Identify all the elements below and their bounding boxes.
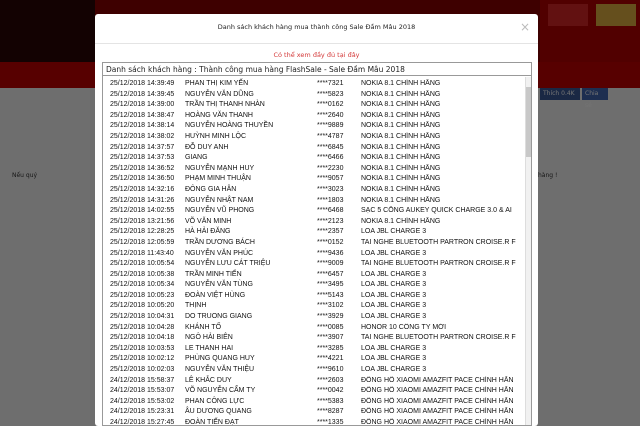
customer-name: NGUYỄN VĂN THIỆU [185,366,255,374]
customer-phone: ****9610 [317,366,344,374]
table-row [103,111,525,122]
customer-phone: ****2230 [317,164,344,172]
customer-phone: ****3929 [317,313,344,321]
customer-phone: ****2640 [317,111,344,119]
customer-name: DO TRUONG GIANG [185,313,253,321]
product-name: LOA JBL CHARGE 3 [361,270,427,278]
customer-phone: ****0042 [317,387,344,395]
customer-name: VÕ NGUYỄN CẨM TY [185,387,256,395]
customer-name: VÕ VĂN MINH [185,217,232,225]
product-name: ĐỒNG HỒ XIAOMI AMAZFIT PACE CHÍNH HÃN [361,397,514,405]
table-row [103,407,525,418]
customer-name: TRẦN THỊ THANH NHÀN [185,101,265,109]
customer-phone: ****0162 [317,101,344,109]
purchase-time: 25/12/2018 10:05:34 [110,281,175,289]
customer-phone: ****9057 [317,175,344,183]
customer-phone: ****0085 [317,323,344,331]
customer-name: TRẦN DƯƠNG BÁCH [185,238,255,246]
purchase-time: 25/12/2018 14:39:49 [110,80,175,87]
customer-name: NGÔ HẢI BIÊN [185,334,233,342]
table-row [103,280,525,291]
table-row [103,100,525,111]
purchase-time: 25/12/2018 14:37:53 [110,154,175,162]
view-full-link[interactable]: Có thể xem đầy đủ tại đây [273,51,360,59]
customer-phone: ****5143 [317,291,344,299]
customer-phone: ****5383 [317,397,344,405]
product-name: LOA JBL CHARGE 3 [361,355,427,363]
product-name: NOKIA 8.1 CHÍNH HÃNG [361,196,441,204]
table-row [103,90,525,101]
product-name: TAI NGHE BLUETOOTH PARTRON CROISE.R F [361,334,516,342]
table-row [103,174,525,185]
customer-name: NGUYỄN VĂN DŨNG [185,90,254,98]
product-name: NOKIA 8.1 CHÍNH HÃNG [361,185,441,193]
customer-name: ĐỖ DUY ANH [185,143,229,151]
purchase-time: 25/12/2018 12:05:59 [110,238,175,246]
table-row [103,333,525,344]
modal-title: Danh sách khách hàng mua thành công Sale Đầm Mâu 2018 [217,23,416,31]
purchase-time: 25/12/2018 14:39:45 [110,90,175,98]
customer-name: TRẦN MINH TIẾN [185,270,242,278]
product-name: TAI NGHE BLUETOOTH PARTRON CROISE.R F [361,260,516,268]
customer-phone: ****2123 [317,217,344,225]
table-row [103,227,525,238]
product-name: NOKIA 8.1 CHÍNH HÃNG [361,154,441,162]
product-name: NOKIA 8.1 CHÍNH HÃNG [361,90,441,98]
purchase-time: 25/12/2018 10:02:03 [110,366,175,374]
customer-phone: ****9889 [317,122,344,130]
purchase-time: 25/12/2018 10:05:38 [110,270,175,278]
customer-phone: ****6466 [317,154,344,162]
product-name: TAI NGHE BLUETOOTH PARTRON CROISE.R F [361,238,516,246]
customer-name: NGUYỄN NHẬT NAM [185,196,254,204]
table-row [103,270,525,281]
purchase-time: 25/12/2018 14:39:00 [110,101,175,109]
customer-phone: ****4787 [317,132,344,140]
product-name: ĐỒNG HỒ XIAOMI AMAZFIT PACE CHÍNH HÃN [361,387,514,395]
customer-name: NGUYỄN VĂN TÙNG [185,281,253,289]
customer-name: LÊ KHẮC DUY [185,376,232,384]
customer-name: KHÁNH TỐ [185,323,222,331]
purchase-time: 24/12/2018 15:27:45 [110,419,175,426]
purchase-time: 25/12/2018 14:36:50 [110,175,175,183]
table-row [103,323,525,334]
table-row [103,143,525,154]
purchase-time: 25/12/2018 10:05:23 [110,291,175,299]
customer-phone: ****2603 [317,376,344,384]
purchase-time: 24/12/2018 15:53:07 [110,387,175,395]
customer-phone: ****0152 [317,238,344,246]
table-row [103,238,525,249]
customer-name: PHAN THỊ KIM YẾN [185,80,249,87]
product-name: NOKIA 8.1 CHÍNH HÃNG [361,143,441,151]
table-row [103,121,525,132]
customer-name: ĐOÀN VIỆT HÙNG [185,291,246,299]
product-name: NOKIA 8.1 CHÍNH HÃNG [361,80,441,87]
product-name: LOA JBL CHARGE 3 [361,291,427,299]
table-row [103,344,525,355]
customer-phone: ****7321 [317,80,344,87]
customer-phone: ****1335 [317,419,344,426]
product-name: LOA JBL CHARGE 3 [361,366,427,374]
customer-name: PHÙNG QUANG HUY [185,355,255,363]
customer-name: PHẠM MINH THUẬN [185,175,251,183]
product-name: NOKIA 8.1 CHÍNH HÃNG [361,111,441,119]
product-name: LOA JBL CHARGE 3 [361,313,427,321]
customer-name: GIANG [185,154,208,162]
customer-name: THỊNH [185,302,207,310]
table-row [103,365,525,376]
purchase-time: 25/12/2018 14:02:55 [110,207,175,215]
customer-phone: ****1803 [317,196,344,204]
customer-phone: ****3907 [317,334,344,342]
table-row [103,301,525,312]
customer-phone: ****4221 [317,355,344,363]
product-name: NOKIA 8.1 CHÍNH HÃNG [361,175,441,183]
table-row [103,397,525,408]
customer-phone: ****6468 [317,207,344,215]
purchase-time: 25/12/2018 14:31:26 [110,196,175,204]
customer-phone: ****8287 [317,408,344,416]
customer-name: ĐOÀN TIẾN ĐẠT [185,419,239,426]
table-row [103,185,525,196]
scrollbar-thumb[interactable] [526,87,531,157]
purchase-time: 24/12/2018 15:23:31 [110,408,175,416]
table-row [103,79,525,90]
product-name: LOA JBL CHARGE 3 [361,344,427,352]
purchase-time: 25/12/2018 10:04:18 [110,334,175,342]
table-row [103,217,525,228]
purchase-time: 24/12/2018 15:58:37 [110,376,175,384]
table-row [103,386,525,397]
customer-name: NGUYỄN VŨ PHONG [185,207,255,215]
customer-name: NGUYỄN HOÀNG THUYỀN [185,122,274,130]
purchase-time: 25/12/2018 14:32:16 [110,185,175,193]
product-name: NOKIA 8.1 CHÍNH HÃNG [361,122,441,130]
purchase-time: 25/12/2018 10:02:12 [110,355,175,363]
table-row [103,418,525,426]
customer-phone: ****6845 [317,143,344,151]
customer-rows [103,79,525,426]
purchase-time: 25/12/2018 10:04:31 [110,313,175,321]
customer-phone: ****5823 [317,90,344,98]
purchase-time: 25/12/2018 10:04:28 [110,323,175,331]
customer-name: NGUYỄN VĂN PHÚC [185,249,254,257]
product-name: ĐỒNG HỒ XIAOMI AMAZFIT PACE CHÍNH HÃN [361,408,514,416]
customer-name: HUỲNH MINH LỘC [185,132,247,140]
purchase-time: 25/12/2018 11:43:40 [110,249,174,257]
product-name: NOKIA 8.1 CHÍNH HÃNG [361,217,441,225]
customer-phone: ****2357 [317,228,344,236]
customer-phone: ****6457 [317,270,344,278]
customer-name: NGUYỄN MẠNH HUY [185,164,255,172]
list-caption: Danh sách khách hàng : Thành công mua hàng FlashSale - Sale Đầm Mâu 2018 [103,63,531,76]
purchase-time: 25/12/2018 14:38:14 [110,122,175,130]
customer-list[interactable] [102,62,532,426]
table-row [103,196,525,207]
product-name: ĐỒNG HỒ XIAOMI AMAZFIT PACE CHÍNH HÃN [361,376,514,384]
product-name: LOA JBL CHARGE 3 [361,228,427,236]
customer-name: NGUYỄN LƯU CÁT TRIỆU [185,260,271,268]
purchase-time: 25/12/2018 14:38:47 [110,111,175,119]
customer-name: ÂU DƯƠNG QUANG [185,408,252,416]
purchase-time: 25/12/2018 12:28:25 [110,228,175,236]
purchase-time: 24/12/2018 15:53:02 [110,397,175,405]
purchase-time: 25/12/2018 14:36:52 [110,164,175,172]
table-row [103,249,525,260]
table-row [103,259,525,270]
table-row [103,376,525,387]
product-name: NOKIA 8.1 CHÍNH HÃNG [361,132,441,140]
table-row [103,354,525,365]
customer-phone: ****3023 [317,185,344,193]
product-name: LOA JBL CHARGE 3 [361,281,427,289]
product-name: LOA JBL CHARGE 3 [361,249,427,257]
table-row [103,164,525,175]
product-name: ĐỒNG HỒ XIAOMI AMAZFIT PACE CHÍNH HÃN [361,419,514,426]
product-name: LOA JBL CHARGE 3 [361,302,427,310]
customer-name: HOÀNG VĂN THANH [185,111,253,119]
customer-name: HÀ HẢI ĐĂNG [185,228,231,236]
purchase-time: 25/12/2018 10:05:20 [110,302,175,310]
customer-phone: ****3495 [317,281,344,289]
product-name: SẠC 5 CỔNG AUKEY QUICK CHARGE 3.0 & AI [361,207,512,215]
customer-phone: ****9009 [317,260,344,268]
product-name: NOKIA 8.1 CHÍNH HÃNG [361,101,441,109]
product-name: HONOR 10 CÔNG TY MỚI [361,323,447,331]
customer-phone: ****3102 [317,302,344,310]
table-row [103,206,525,217]
customer-name: ĐÔNG GIA HÂN [185,185,237,193]
purchase-time: 25/12/2018 14:38:02 [110,132,175,140]
modal-header [95,14,538,44]
purchase-time: 25/12/2018 14:37:57 [110,143,175,151]
purchase-time: 25/12/2018 10:03:53 [110,344,175,352]
customer-name: LE THANH HAI [185,344,234,352]
table-row [103,132,525,143]
table-row [103,153,525,164]
customer-list-modal [95,14,538,426]
table-row [103,291,525,302]
customer-phone: ****9436 [317,249,344,257]
customer-name: PHAN CÔNG LỰC [185,397,245,405]
customer-phone: ****3285 [317,344,344,352]
table-row [103,312,525,323]
purchase-time: 25/12/2018 10:05:54 [110,260,175,268]
list-scrollbar[interactable] [525,77,531,425]
close-icon[interactable]: × [519,20,530,34]
purchase-time: 25/12/2018 13:21:56 [110,217,175,225]
product-name: NOKIA 8.1 CHÍNH HÃNG [361,164,441,172]
